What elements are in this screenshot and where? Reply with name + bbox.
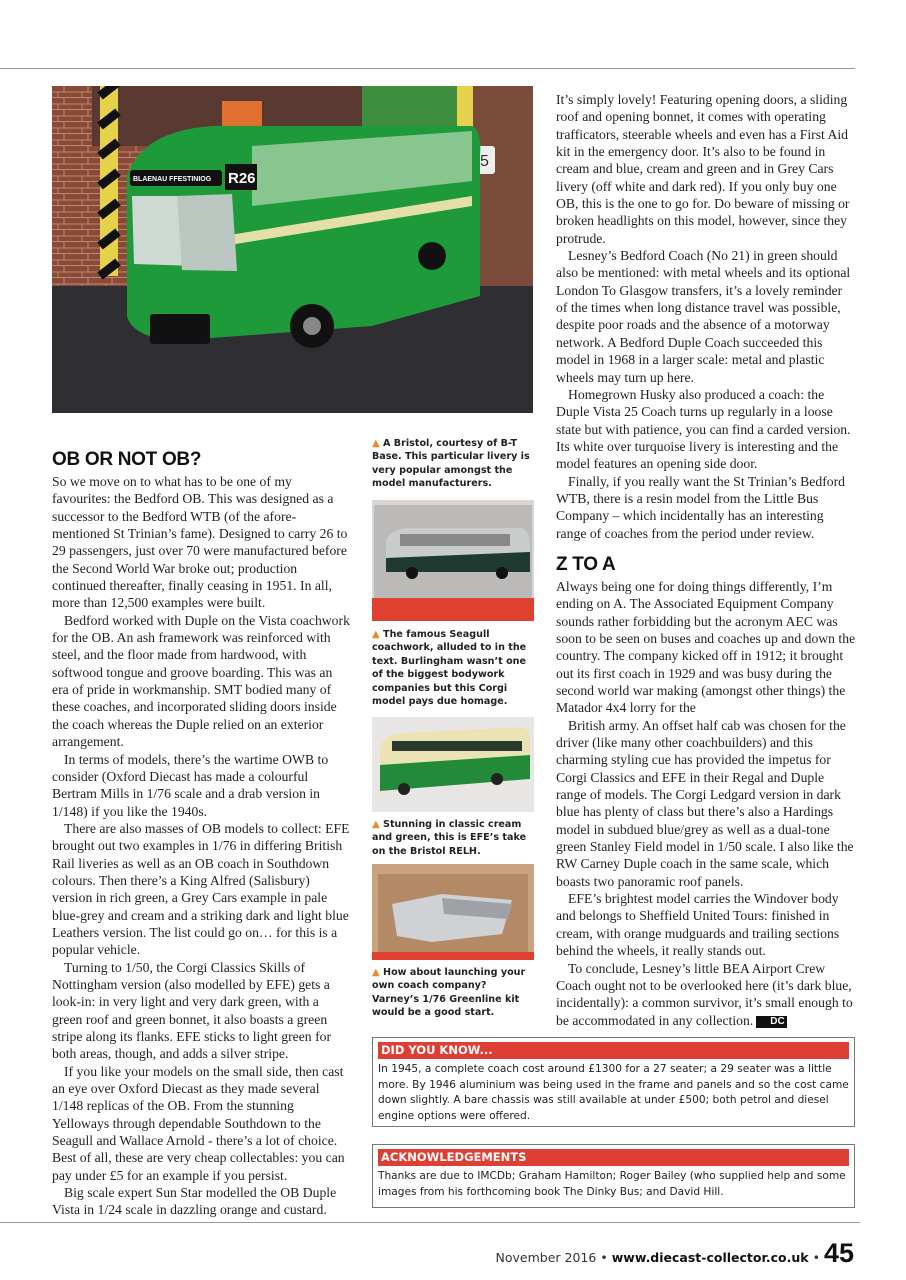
- caption: [372, 628, 536, 708]
- paragraph: Turning to 1/50, the Corgi Classics Skills of Nottingham version (also modelled by EFE) gets a look-in: in very light and very dark green, with a green roof and green bonnet, it also boasts a green stripe along its flanks. EFE sticks to light green for both areas, though, and adds a silver stripe.: [52, 959, 332, 1062]
- photo-bristol-relh: [372, 717, 534, 812]
- dc-end-mark: DC: [756, 1016, 786, 1028]
- section-heading-z-to-a: Z TO A: [556, 553, 616, 575]
- photo-greenline-kit: [372, 864, 534, 960]
- acknowledgements-body: Thanks are due to IMCDb; Graham Hamilton; Roger Bailey (who supplied help and some images from his forthcoming book The Dinky Bus; and David Hill.: [378, 1170, 846, 1198]
- paragraph: It’s simply lovely! Featuring opening doors, a sliding roof and opening bonnet, it comes with operating trafficators, steerable wheels and even has a First Aid kit in the emergency door. It’s also to be found in cream and blue, cream and green and in Grey Cars livery (off white and dark red). If you only buy one OB, this is the one to go for. Do beware of missing or broken headlights on this model, however, since they protrude.: [556, 92, 850, 246]
- paragraph: [556, 960, 856, 1029]
- acknowledgements-title: ACKNOWLEDGEMENTS: [378, 1149, 849, 1166]
- paragraph: So we move on to what has to be one of my favourites: the Bedford OB. This was designed as a successor to the Bedford WTB (of the afore-mentioned St Trinian’s fame). Designed to carry 26 to 29 passengers, just over 70 were manufactured before the Second World War broke out; production continued thereafter, finally ceasing in 1951. In all, more than 12,500 examples were built.: [52, 474, 348, 611]
- bay-number: 5: [480, 153, 489, 170]
- paragraph: Always being one for doing things differently, I’m ending on A. The Associated Equipment Company sounds rather forbidding but the acronym AEC was soon to be seen on buses and coaches up and down the country. The company kicked off in 1912; it brought out its first coach in 1929 and was busy during the second world war making (amongst other things) the Matador 4x4 lorry for the: [556, 578, 856, 716]
- destination-blind: BLAENAU FFESTINIOG: [133, 176, 212, 183]
- paragraph: Big scale expert Sun Star modelled the OB Duple Vista in 1/24 scale in dazzling orange and custard.: [52, 1185, 337, 1218]
- paragraph-text: To conclude, Lesney’s little BEA Airport Crew Coach ought not to be overlooked here (it’s dark blue, incidentally): a common survivor, it’s small enough to be accommodated in any collection.: [556, 960, 853, 1028]
- route-number: R26: [228, 170, 256, 187]
- separator: •: [812, 1250, 820, 1265]
- triangle-icon: ▲: [372, 967, 380, 978]
- paragraph: Bedford worked with Duple on the Vista coachwork for the OB. An ash framework was reinforced with steel, and the floor made from hardwood, with softwood tongue and groove boarding. This was an era of pride in workmanship. SMT bodied many of these coaches, and incorporated sliding doors inside the coach whereas the Duple relied on an exterior arrangement.: [52, 612, 350, 750]
- left-column: [52, 449, 352, 1219]
- paragraph: EFE’s brightest model carries the Windover body and belongs to Sheffield United Tours: finished in cream, with orange mudguards and trailing sections behind the wheels, it really stands out.: [556, 891, 840, 959]
- caption: [372, 437, 536, 491]
- triangle-icon: ▲: [372, 438, 380, 449]
- caption-text: Stunning in classic cream and green, this is EFE’s take on the Bristol RELH.: [372, 819, 527, 857]
- top-rule: [0, 68, 855, 69]
- photo-seagull-coach: [372, 500, 534, 621]
- paragraph: Homegrown Husky also produced a coach: the Duple Vista 25 Coach turns up regularly in a loose state but with patience, you can find a carded version. Its white over turquoise livery is interesting and the model features an opening side door.: [556, 386, 851, 472]
- website-link[interactable]: www.diecast-collector.co.uk: [611, 1250, 809, 1265]
- issue-date: November 2016: [495, 1250, 597, 1265]
- main-photo-green-bus: [52, 86, 533, 413]
- caption-text: The famous Seagull coachwork, alluded to in the text. Burlingham wasn’t one of the biggest bodywork companies but this Corgi model pays due homage.: [372, 629, 527, 708]
- triangle-icon: ▲: [372, 819, 380, 830]
- paragraph: Lesney’s Bedford Coach (No 21) in green should also be mentioned: with metal wheels and its optional London To Glasgow transfers, it’s a lovely reminder of the times when long distance travel was possible, despite poor roads and the absence of a motorway network. A Bedford Duple Coach succeeded this model in 1968 in a larger scale: metal and plastic wheels may turn up here.: [556, 248, 851, 385]
- page-number: 45: [823, 1238, 854, 1268]
- did-you-know-title: DID YOU KNOW...: [378, 1042, 849, 1059]
- paragraph: There are also masses of OB models to collect: EFE brought out two examples in 1/76 in differing British Rail liveries as well as an OB coach in Southdown colours. Then there’s a King Alfred (Salisbury) version in rich green, a Grey Cars example in pale blue-grey and cream and a striking dark and light blue Leathers version. The list could go on… for this is a popular vehicle.: [52, 820, 350, 958]
- paragraph: Finally, if you really want the St Trinian’s Bedford WTB, there is a resin model from the Little Bus Company – which incidentally has an interesting range of coaches from the period under review.: [556, 473, 846, 541]
- separator: •: [600, 1250, 608, 1265]
- right-column: [556, 91, 856, 1029]
- caption-text: A Bristol, courtesy of B-T Base. This particular livery is very popular amongst the model manufacturers.: [372, 438, 530, 490]
- did-you-know-box: [372, 1037, 855, 1127]
- section-heading-ob: OB OR NOT OB?: [52, 449, 202, 470]
- caption: [372, 818, 536, 858]
- acknowledgements-box: [372, 1144, 855, 1208]
- caption: [372, 966, 536, 1020]
- page-footer: [496, 1238, 854, 1269]
- triangle-icon: ▲: [372, 629, 380, 640]
- paragraph: If you like your models on the small side, then cast an eye over Oxford Diecast as they made several 1/148 replicas of the OB. From the stunning Yelloways through dependable Southdown to the Seagull and Wallace Arnold - there’s a lot of choice. Best of all, these are very cheap collectables: you can pay under £5 for an example if you persist.: [52, 1063, 345, 1183]
- bottom-rule: [0, 1222, 860, 1223]
- caption-text: How about launching your own coach company? Varney’s 1/76 Greenline kit would be a good start.: [372, 967, 526, 1019]
- did-you-know-body: In 1945, a complete coach cost around £1300 for a 27 seater; a 29 seater was a little more. By 1946 aluminium was being used in the frame and panels and so the cost came down slightly. A bare chassis was still available at under £500; both petrol and diesel engine options were offered.: [378, 1063, 849, 1122]
- paragraph: British army. An offset half cab was chosen for the driver (like many other coachbuilders) and this charming styling cue has provided the impetus for Corgi Classics and EFE in their Regal and Duple range of models. The Corgi Ledgard version in dark blue has plenty of class but there’s also a Hardings model in subdued blue/grey as well as a dual-tone green Stanley Field model in 1/50 scale. I also like the RW Carney Duple coach in the same scale, which boasts two panoramic roof panels.: [556, 717, 854, 889]
- paragraph: In terms of models, there’s the wartime OWB to consider (Oxford Diecast has made a colourful Bertram Mills in 1/76 scale and a drab version in 1/148) if you like the 1940s.: [52, 751, 329, 819]
